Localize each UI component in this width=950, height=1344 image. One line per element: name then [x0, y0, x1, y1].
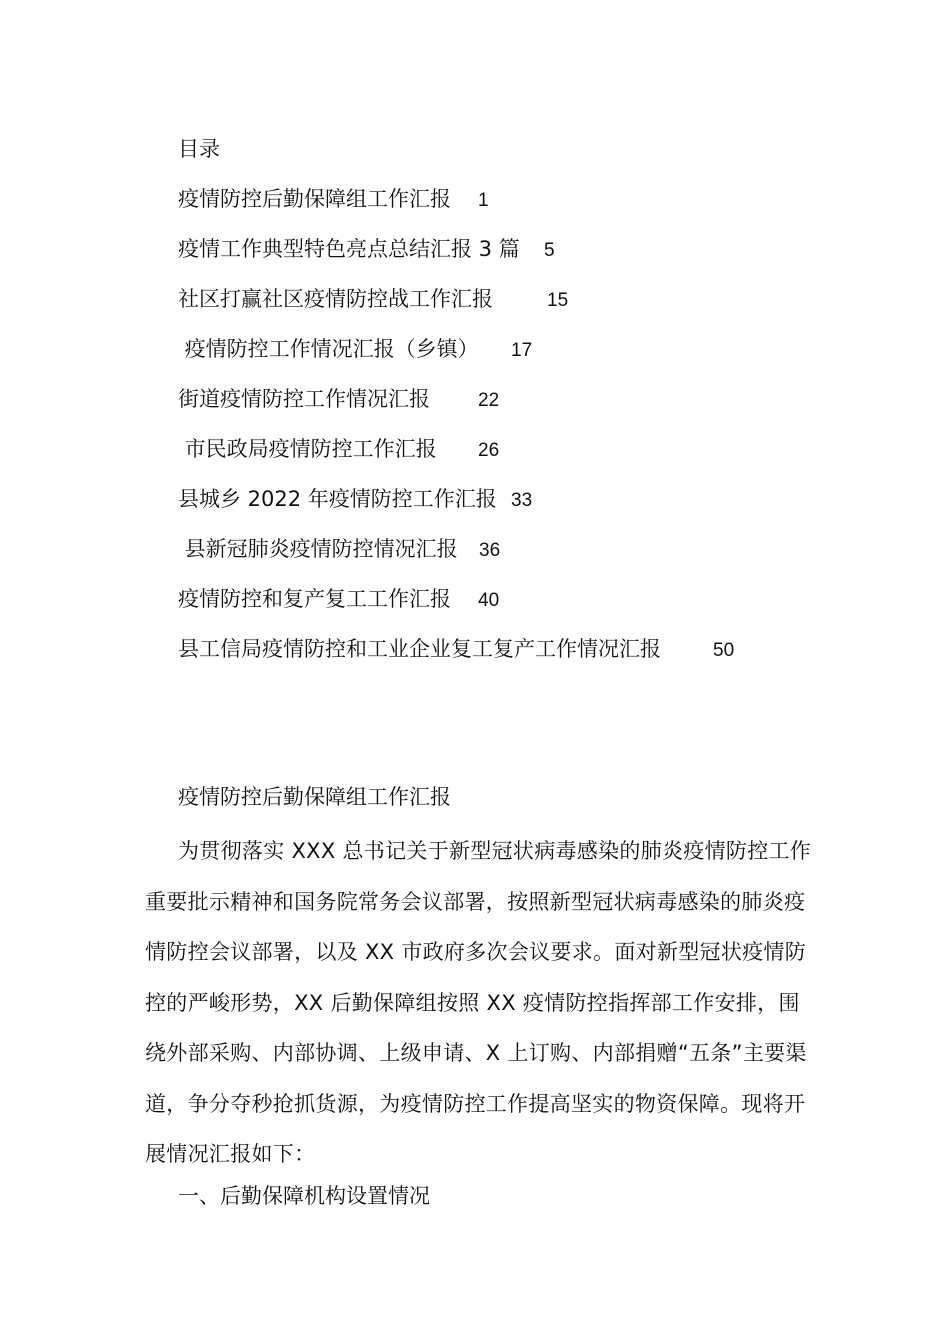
article-heading: 疫情防控后勤保障组工作汇报 — [178, 785, 451, 809]
toc-entry[interactable] — [178, 434, 734, 484]
toc-entry-text: 疫情工作典型特色亮点总结汇报 3 篇 — [178, 237, 520, 261]
toc-entry-page: 33 — [511, 490, 533, 511]
section-heading: 一、后勤保障机构设置情况 — [178, 1184, 430, 1208]
toc-list — [178, 184, 734, 684]
toc-entry-text: 街道疫情防控工作情况汇报 — [178, 387, 430, 411]
toc-entry-page: 5 — [544, 240, 555, 261]
toc-entry-page: 17 — [511, 340, 533, 361]
toc-entry-page: 1 — [478, 190, 489, 211]
toc-entry-text: 疫情防控和复产复工工作汇报 — [178, 587, 451, 611]
toc-entry[interactable] — [178, 384, 734, 434]
toc-entry[interactable] — [178, 184, 734, 234]
toc-entry-page: 40 — [478, 590, 500, 611]
toc-entry-page: 15 — [547, 290, 569, 311]
toc-title: 目录 — [178, 137, 220, 161]
toc-entry[interactable] — [178, 584, 734, 634]
toc-entry-page: 50 — [713, 640, 735, 661]
toc-entry[interactable] — [178, 484, 734, 534]
toc-entry-page: 26 — [478, 440, 500, 461]
toc-entry-text: 疫情防控后勤保障组工作汇报 — [178, 187, 451, 211]
toc-entry-page: 36 — [479, 540, 501, 561]
toc-entry-text: 社区打赢社区疫情防控战工作汇报 — [178, 287, 493, 311]
toc-entry-text: 县新冠肺炎疫情防控情况汇报 — [178, 537, 458, 561]
toc-entry-text: 县城乡 2022 年疫情防控工作汇报 — [178, 487, 497, 511]
toc-entry-text: 疫情防控工作情况汇报（乡镇） — [178, 337, 479, 361]
toc-entry[interactable] — [178, 634, 734, 684]
toc-entry-text: 县工信局疫情防控和工业企业复工复产工作情况汇报 — [178, 637, 661, 661]
toc-entry[interactable] — [178, 234, 734, 284]
toc-entry-text: 市民政局疫情防控工作汇报 — [178, 437, 437, 461]
toc-entry[interactable] — [178, 284, 734, 334]
toc-entry[interactable] — [178, 534, 734, 584]
toc-entry-page: 22 — [478, 390, 500, 411]
toc-entry[interactable] — [178, 334, 734, 384]
body-paragraph: 为贯彻落实 XXX 总书记关于新型冠状病毒感染的肺炎疫情防控工作重要批示精神和国务院常务会议部署，按照新型冠状病毒感染的肺炎疫情防控会议部署，以及 XX 市政府多次会议要求。面对新型冠状疫情防控的严峻形势，XX 后勤保障组按照 XX 疫情防控指挥部工作安排，围绕外部采购、内部协调、上级申请、X 上订购、内部捐赠“五条”主要渠道，争分夺秒抢抓货源，为疫情防控工作提高坚实的物资保障。现将开展情况汇报如下： — [145, 839, 812, 1166]
